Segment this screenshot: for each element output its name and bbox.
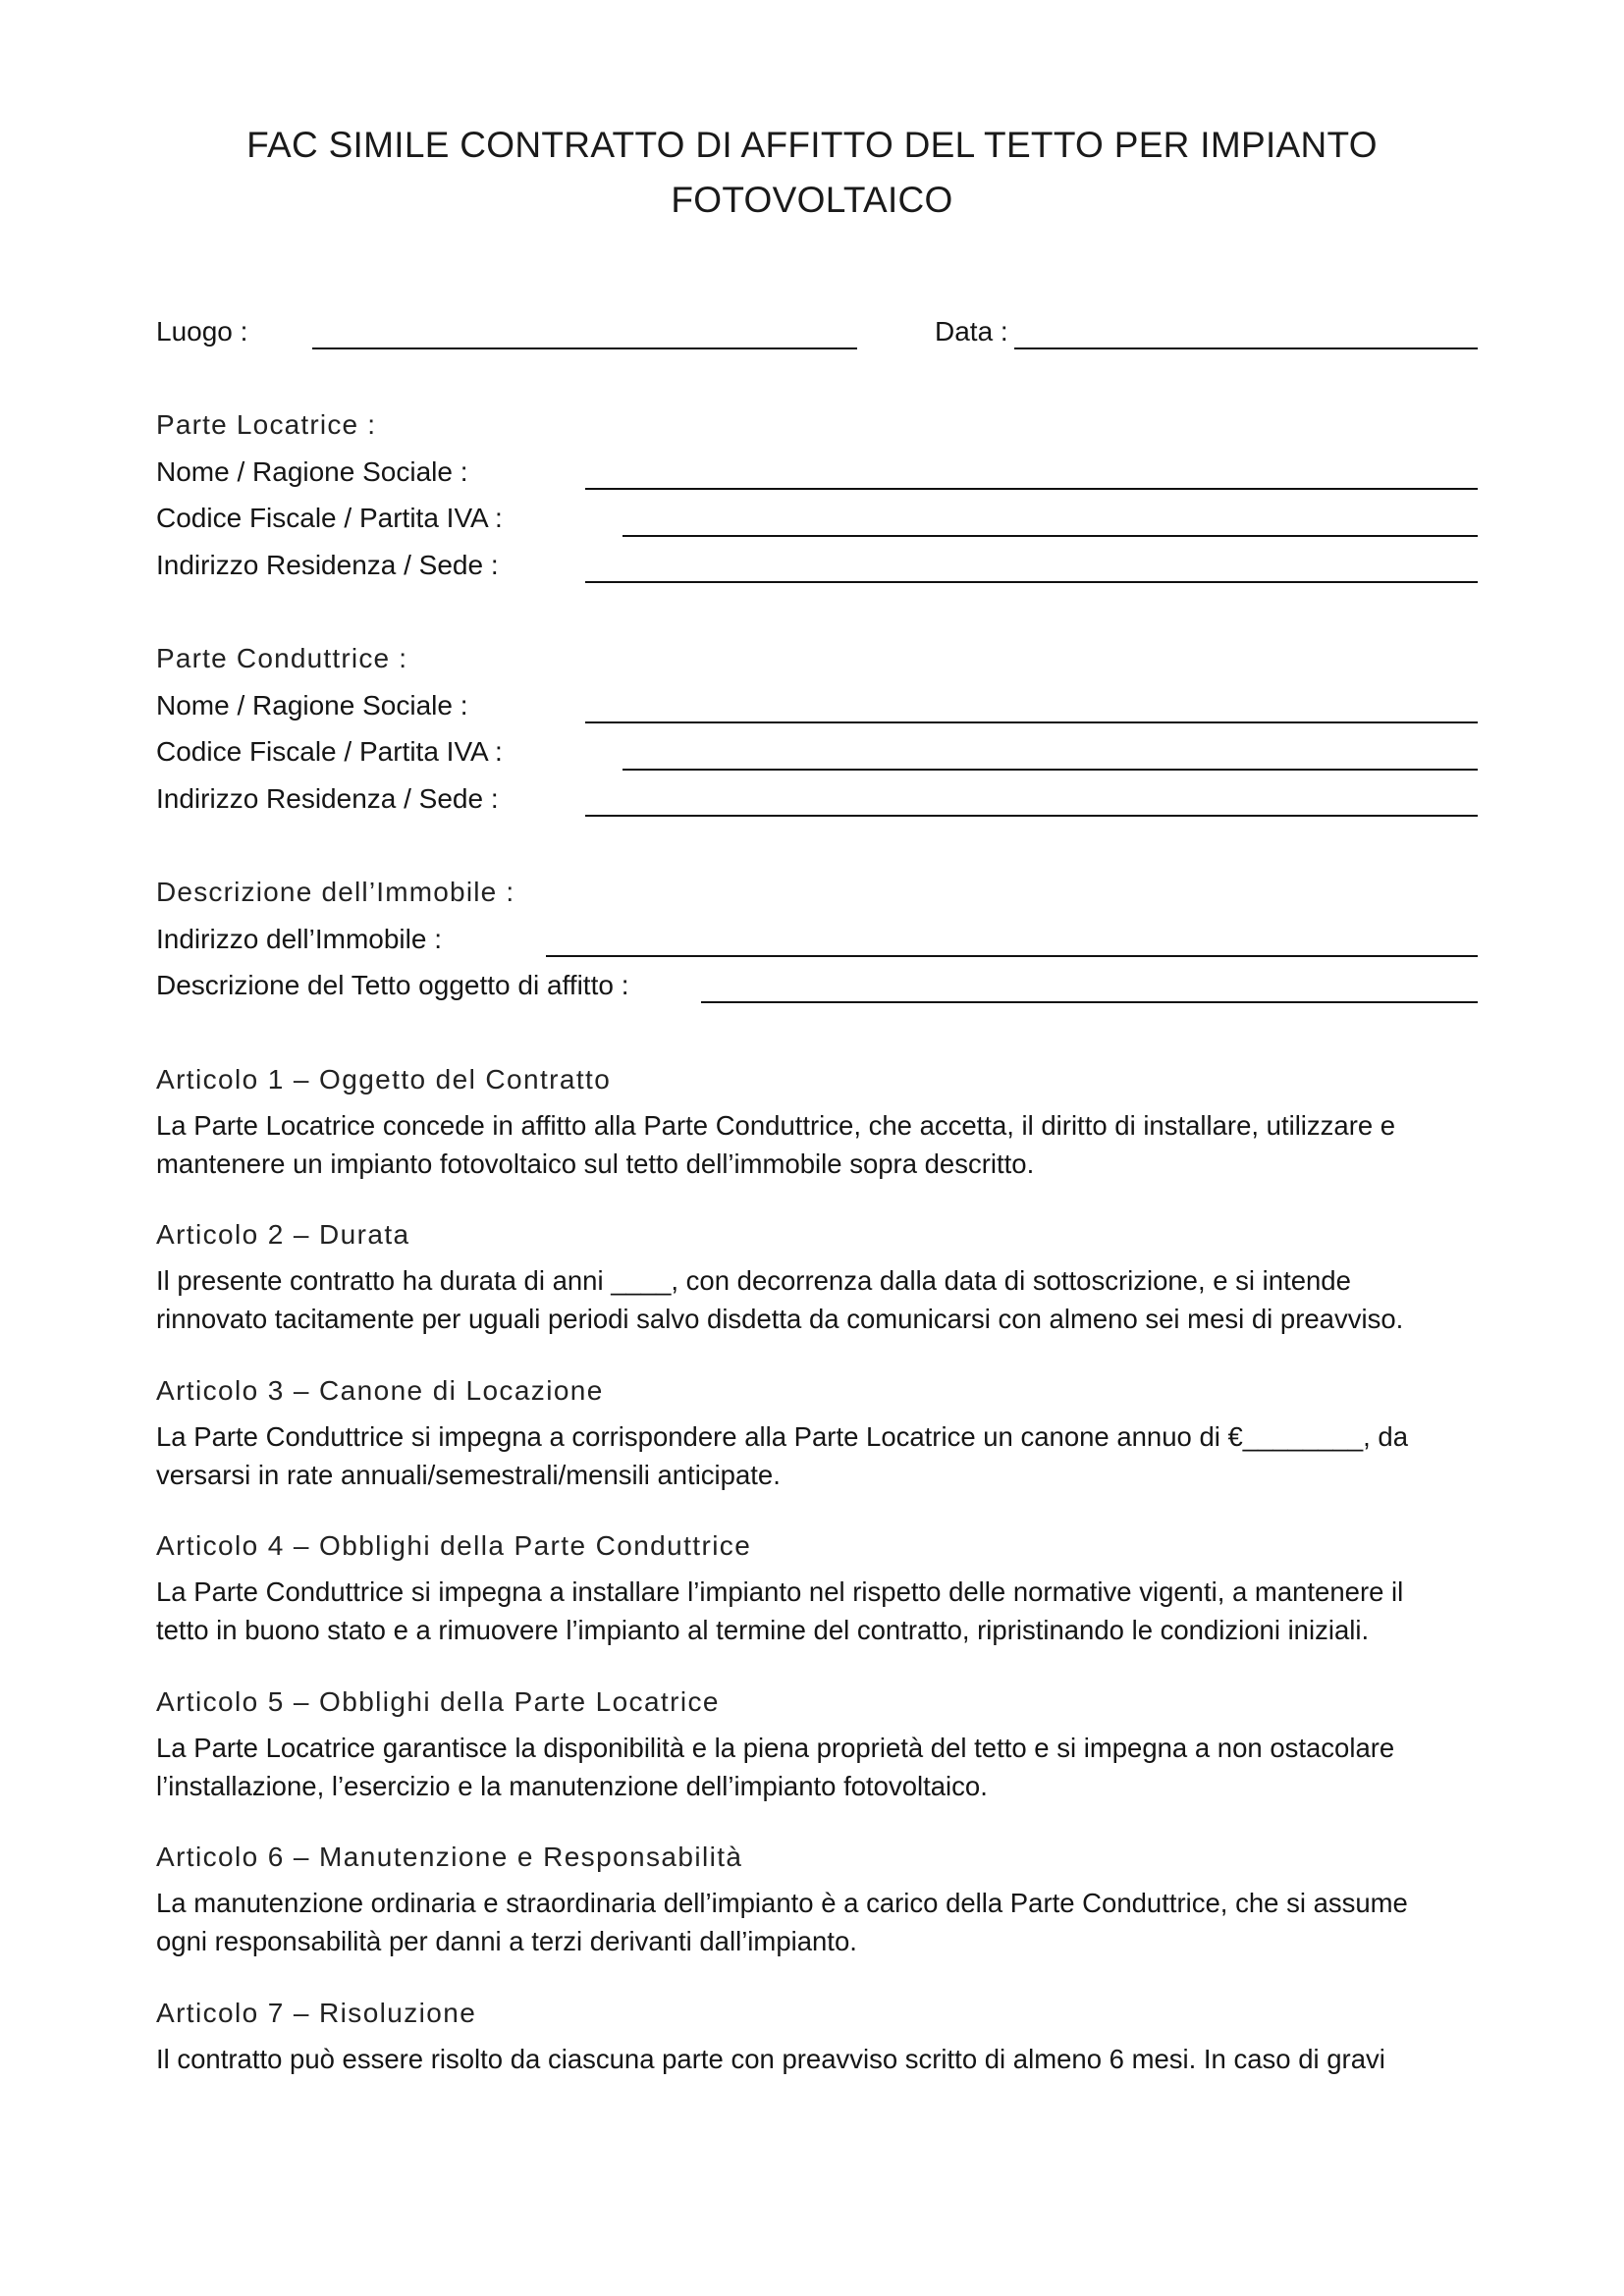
article-3-body xyxy=(156,1417,1491,1494)
immobile-tetto-label: Descrizione del Tetto oggetto di affitto : xyxy=(156,970,629,1000)
article-2-body xyxy=(156,1261,1491,1338)
article-5-heading: Articolo 5 – Obblighi della Parte Locatrice xyxy=(156,1686,720,1717)
data-field[interactable] xyxy=(1014,347,1478,349)
immobile-indirizzo-label: Indirizzo dell’Immobile : xyxy=(156,924,442,954)
locatrice-indirizzo-field[interactable] xyxy=(585,581,1478,583)
article-6-heading: Articolo 6 – Manutenzione e Responsabilità xyxy=(156,1842,743,1872)
conduttrice-cf-label: Codice Fiscale / Partita IVA : xyxy=(156,736,503,767)
article-6-body xyxy=(156,1884,1491,1960)
locatrice-nome-field[interactable] xyxy=(585,488,1478,490)
conduttrice-indirizzo-field[interactable] xyxy=(585,815,1478,817)
article-4-line-1: La Parte Conduttrice si impegna a installare l’impianto nel rispetto delle normative vigenti, a mantenere il xyxy=(156,1576,1404,1607)
locatrice-cf-field[interactable] xyxy=(623,535,1478,537)
article-4-body xyxy=(156,1573,1491,1649)
title-line-2: FOTOVOLTAICO xyxy=(671,180,953,220)
locatrice-cf-label: Codice Fiscale / Partita IVA : xyxy=(156,503,503,533)
title-line-1: FAC SIMILE CONTRATTO DI AFFITTO DEL TETTO PER IMPIANTO xyxy=(246,125,1378,165)
conduttrice-heading: Parte Conduttrice : xyxy=(156,643,408,673)
article-6-line-1: La manutenzione ordinaria e straordinaria dell’impianto è a carico della Parte Conduttrice, che si assume xyxy=(156,1888,1408,1918)
luogo-field[interactable] xyxy=(312,347,857,349)
article-6-line-2: ogni responsabilità per danni a terzi derivanti dall’impianto. xyxy=(156,1926,857,1956)
article-3-line-1: La Parte Conduttrice si impegna a corrispondere alla Parte Locatrice un canone annuo di €________, da xyxy=(156,1421,1409,1452)
document-title xyxy=(157,118,1467,228)
article-1-line-1: La Parte Locatrice concede in affitto alla Parte Conduttrice, che accetta, il diritto di installare, utilizzare e xyxy=(156,1110,1396,1141)
article-7-line-1: Il contratto può essere risolto da ciascuna parte con preavviso scritto di almeno 6 mesi. In caso di gravi xyxy=(156,2044,1385,2074)
article-4-line-2: tetto in buono stato e a rimuovere l’impianto al termine del contratto, ripristinando le condizioni iniziali. xyxy=(156,1615,1370,1645)
article-3-heading: Articolo 3 – Canone di Locazione xyxy=(156,1375,604,1406)
article-1-heading: Articolo 1 – Oggetto del Contratto xyxy=(156,1064,612,1095)
article-7-body xyxy=(156,2040,1491,2078)
article-1-line-2: mantenere un impianto fotovoltaico sul tetto dell’immobile sopra descritto. xyxy=(156,1148,1035,1179)
conduttrice-cf-field[interactable] xyxy=(623,769,1478,771)
immobile-heading: Descrizione dell’Immobile : xyxy=(156,877,515,907)
article-2-line-1: Il presente contratto ha durata di anni ____, con decorrenza dalla data di sottoscrizione, e si intende xyxy=(156,1265,1351,1296)
article-3-line-2: versarsi in rate annuali/semestrali/mensili anticipate. xyxy=(156,1460,781,1490)
immobile-indirizzo-field[interactable] xyxy=(546,955,1478,957)
conduttrice-indirizzo-label: Indirizzo Residenza / Sede : xyxy=(156,783,499,814)
conduttrice-nome-field[interactable] xyxy=(585,721,1478,723)
article-5-line-1: La Parte Locatrice garantisce la disponibilità e la piena proprietà del tetto e si impegna a non ostacolare xyxy=(156,1733,1395,1763)
data-label: Data : xyxy=(935,316,1008,347)
article-5-body xyxy=(156,1729,1491,1805)
article-2-heading: Articolo 2 – Durata xyxy=(156,1219,410,1250)
article-4-heading: Articolo 4 – Obblighi della Parte Conduttrice xyxy=(156,1530,752,1561)
locatrice-nome-label: Nome / Ragione Sociale : xyxy=(156,456,468,487)
article-5-line-2: l’installazione, l’esercizio e la manutenzione dell’impianto fotovoltaico. xyxy=(156,1771,988,1801)
locatrice-heading: Parte Locatrice : xyxy=(156,409,377,440)
conduttrice-nome-label: Nome / Ragione Sociale : xyxy=(156,690,468,721)
luogo-label: Luogo : xyxy=(156,316,248,347)
article-2-line-2: rinnovato tacitamente per uguali periodi salvo disdetta da comunicarsi con almeno sei mesi di preavviso. xyxy=(156,1304,1404,1334)
locatrice-indirizzo-label: Indirizzo Residenza / Sede : xyxy=(156,550,499,580)
immobile-tetto-field[interactable] xyxy=(701,1001,1478,1003)
article-1-body xyxy=(156,1106,1491,1183)
article-7-heading: Articolo 7 – Risoluzione xyxy=(156,1998,477,2028)
